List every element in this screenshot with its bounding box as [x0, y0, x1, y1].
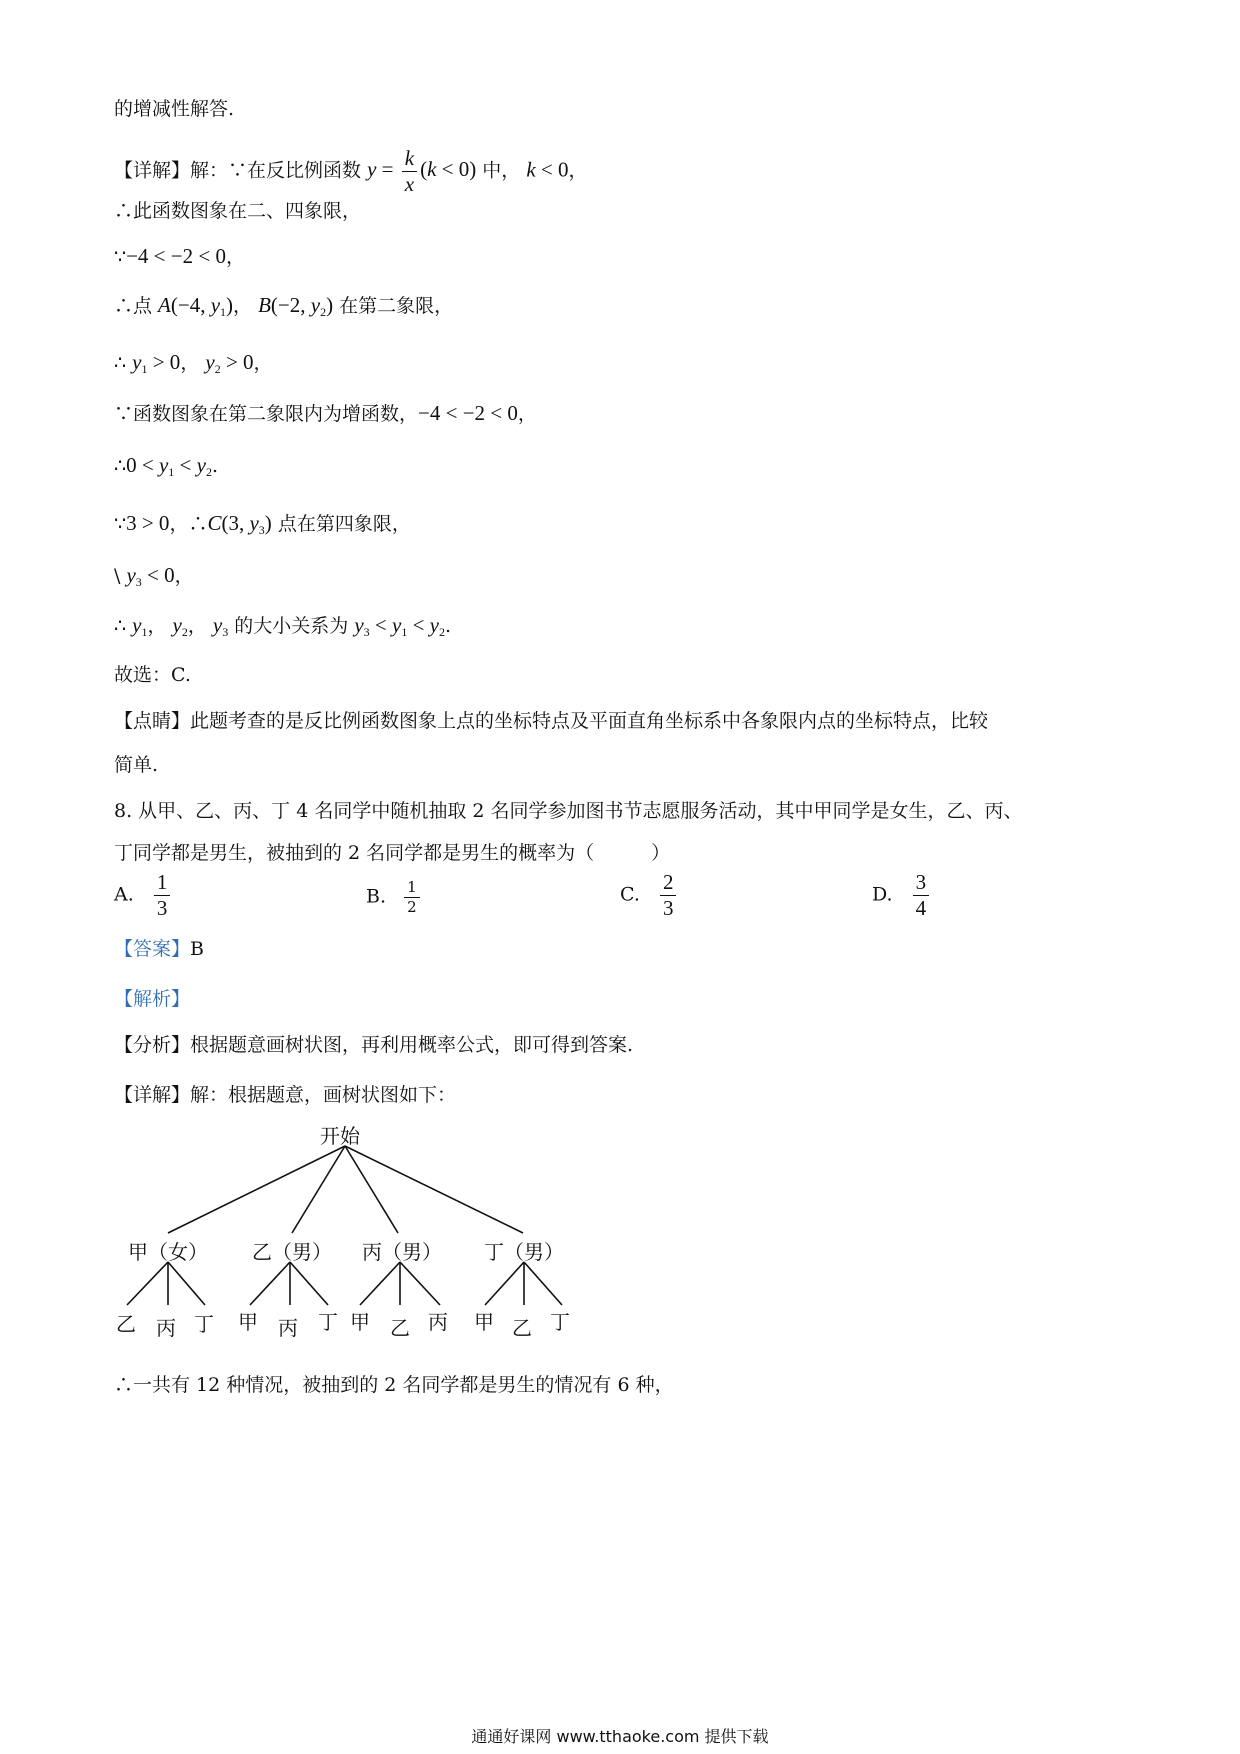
text-line: ∴ $y_1$， $y_2$， $y_3$ 的大小关系为 $y_3 < y_1 < y_2$.: [114, 613, 452, 639]
text: 【详解】解：∵在反比例函数: [114, 159, 362, 182]
option-d: D. $\frac{3}{4}$: [872, 872, 932, 919]
option-a: A. $\frac{1}{3}$: [114, 872, 173, 919]
tree-leaf: 丁: [550, 1310, 570, 1334]
tree-node: 丁（男）: [484, 1240, 564, 1264]
fraction: $\frac{k}{x}$: [402, 148, 417, 195]
footer: 通通好课网 www.tthaoke.com 提供下载: [471, 1727, 769, 1746]
text-line: ∴0 < $y_1 < y_2$.: [114, 453, 218, 479]
tree-leaf: 丙: [278, 1316, 298, 1340]
answer: 【答案】B: [114, 938, 204, 960]
option-b: B. $\frac{1}{2}$: [366, 880, 423, 915]
text: 中，: [482, 159, 521, 182]
tree-leaf: 乙: [512, 1316, 532, 1340]
text-line: 【点睛】此题考查的是反比例函数图象上点的坐标特点及平面直角坐标系中各象限内点的坐标特点，比较: [114, 710, 989, 732]
tree-node: 乙（男）: [252, 1240, 332, 1264]
text-line: ∴一共有 12 种情况，被抽到的 2 名同学都是男生的情况有 6 种，: [114, 1374, 674, 1396]
tree-leaf: 乙: [116, 1312, 136, 1336]
text-line: 【详解】解：根据题意，画树状图如下：: [114, 1084, 457, 1106]
text-line: ∵函数图象在第二象限内为增函数，−4 < −2 < 0，: [114, 401, 537, 425]
formula: y = $\frac{k}{x}$ (k < 0): [367, 146, 477, 196]
tree-leaf: 丁: [194, 1312, 214, 1336]
tree-leaf: 丁: [318, 1310, 338, 1334]
text-line: 简单.: [114, 754, 159, 776]
text-line: ∵−4 < −2 < 0，: [114, 244, 245, 268]
tree-leaf: 乙: [390, 1316, 410, 1340]
text: 的增减性解答.: [114, 98, 235, 120]
tree-node: 甲（女）: [128, 1240, 208, 1264]
text-line: 【分析】根据题意画树状图，再利用概率公式，即可得到答案.: [114, 1034, 634, 1056]
tree-leaf: 丙: [156, 1316, 176, 1340]
tree-leaf: 丙: [428, 1310, 448, 1334]
tree-node: 丙（男）: [362, 1240, 442, 1264]
text-line: 【详解】解：∵在反比例函数 y = $\frac{k}{x}$ (k < 0) 中， k < 0，: [114, 146, 588, 196]
analysis-label: 【解析】: [114, 988, 191, 1010]
text-line: ∴此函数图象在二、四象限，: [114, 200, 362, 222]
tree-root: 开始: [320, 1124, 360, 1148]
tree-leaf: 甲: [238, 1310, 258, 1334]
question-text: 丁同学都是男生，被抽到的 2 名同学都是男生的概率为（ ）: [114, 842, 671, 864]
question-text: 8. 从甲、乙、丙、丁 4 名同学中随机抽取 2 名同学参加图书节志愿服务活动，其中甲同学是女生，乙、丙、: [114, 800, 1023, 822]
option-c: C. $\frac{2}{3}$: [620, 872, 679, 919]
text-line: ∴点 A(−4, $y_1$)， B(−2, $y_2$) 在第二象限，: [114, 293, 454, 319]
text-line: \ $y_3 < 0$，: [114, 563, 194, 589]
tree-leaf: 甲: [474, 1310, 494, 1334]
text-line: ∴ $y_1 > 0$， $y_2 > 0$，: [114, 350, 273, 376]
tree-leaf: 甲: [350, 1310, 370, 1334]
text-line: ∵3 > 0，∴C(3, $y_3$) 点在第四象限，: [114, 511, 411, 537]
text-line: 故选：C.: [114, 664, 191, 686]
